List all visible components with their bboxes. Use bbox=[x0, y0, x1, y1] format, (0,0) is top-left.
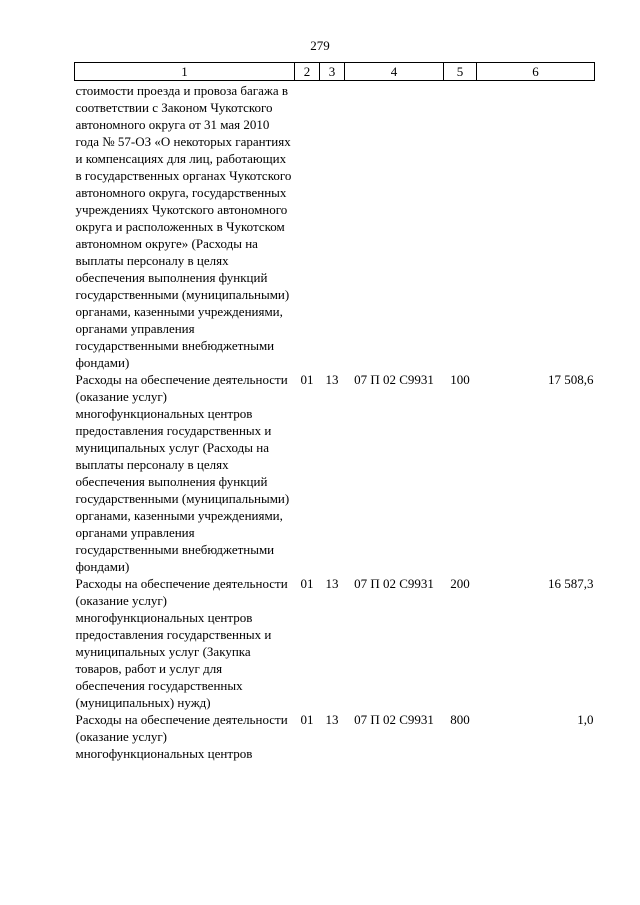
table-row bbox=[75, 81, 595, 372]
table-row bbox=[75, 371, 595, 575]
header-col-5: 5 bbox=[444, 63, 477, 81]
table-row bbox=[75, 575, 595, 711]
budget-table bbox=[74, 62, 595, 762]
table-header-row bbox=[75, 63, 595, 81]
row-subsection: 13 bbox=[325, 576, 339, 591]
row-target-article: 07 П 02 С9931 bbox=[354, 576, 434, 591]
header-col-6: 6 bbox=[477, 63, 595, 81]
row-amount: 17 508,6 bbox=[548, 372, 594, 387]
row-section bbox=[295, 81, 320, 372]
table-row bbox=[75, 711, 595, 762]
header-col-2: 2 bbox=[295, 63, 320, 81]
row-expense-type: 100 bbox=[450, 372, 470, 387]
row-amount: 16 587,3 bbox=[548, 576, 594, 591]
row-section: 01 bbox=[300, 372, 314, 387]
row-expense-type: 800 bbox=[450, 712, 470, 727]
row-section: 01 bbox=[300, 712, 314, 727]
row-subsection: 13 bbox=[325, 712, 339, 727]
row-subsection: 13 bbox=[325, 372, 339, 387]
row-expense-type: 200 bbox=[450, 576, 470, 591]
header-col-4: 4 bbox=[345, 63, 444, 81]
header-col-1: 1 bbox=[75, 63, 295, 81]
page-number: 279 bbox=[310, 38, 330, 53]
row-description: Расходы на обеспечение деятельности (оказание услуг) многофункциональных центров предоставления государственных и муниципальных услуг (Расходы на выплаты персоналу в целях обеспечения выполнения функций государственными (муниципальными) органами, казенными учреждениями, органами управления государственными внебюджетными фондами) bbox=[75, 372, 290, 574]
row-section: 01 bbox=[300, 576, 314, 591]
row-target-article bbox=[345, 81, 444, 372]
row-description: Расходы на обеспечение деятельности (оказание услуг) многофункциональных центров bbox=[75, 712, 288, 761]
row-target-article: 07 П 02 С9931 bbox=[354, 712, 434, 727]
header-col-3: 3 bbox=[320, 63, 345, 81]
row-expense-type bbox=[444, 81, 477, 372]
row-amount: 1,0 bbox=[577, 712, 594, 727]
row-amount bbox=[477, 81, 595, 372]
row-subsection bbox=[320, 81, 345, 372]
row-description: Расходы на обеспечение деятельности (оказание услуг) многофункциональных центров предоставления государственных и муниципальных услуг (Закупка товаров, работ и услуг для обеспечения государственных (муниципальных) нужд) bbox=[75, 576, 288, 710]
row-description: стоимости проезда и провоза багажа в соответствии с Законом Чукотского автономного округа от 31 мая 2010 года № 57-ОЗ «О некоторых гарантиях и компенсациях для лиц, работающих в государственных органах Чукотского автономного округа, государственных учреждениях Чукотского автономного округа и расположенных в Чукотском автономном округе» (Расходы на выплаты персоналу в целях обеспечения выполнения функций государственными (муниципальными) органами, казенными учреждениями, органами управления государственными внебюджетными фондами) bbox=[75, 83, 292, 370]
row-target-article: 07 П 02 С9931 bbox=[354, 372, 434, 387]
